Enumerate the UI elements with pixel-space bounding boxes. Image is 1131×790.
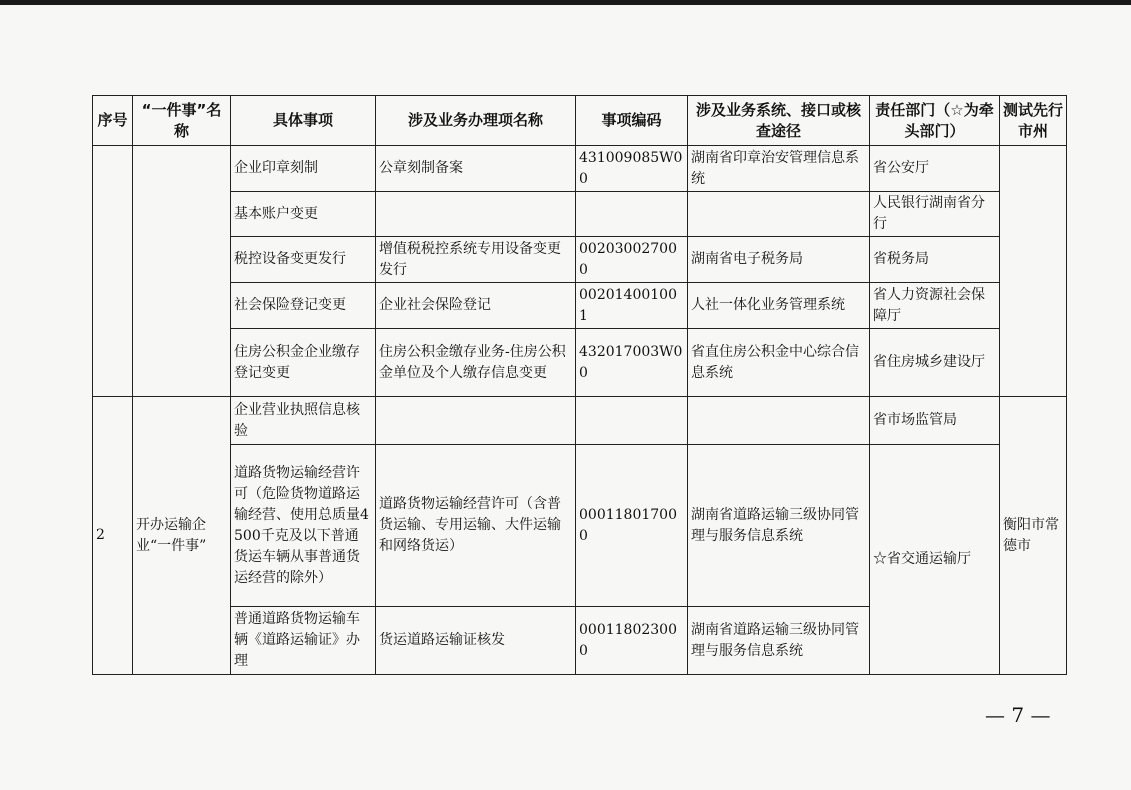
row-dept: 人民银行湖南省分行 bbox=[870, 192, 1000, 237]
row-dept: 省人力资源社会保障厅 bbox=[870, 283, 1000, 329]
header-specific-item: 具体事项 bbox=[231, 96, 376, 146]
row-item: 社会保险登记变更 bbox=[231, 283, 376, 329]
row-system: 湖南省印章治安管理信息系统 bbox=[688, 146, 870, 192]
header-system: 涉及业务系统、接口或核查途径 bbox=[688, 96, 870, 146]
group1-cities-cell bbox=[1000, 146, 1067, 397]
scan-top-edge bbox=[0, 0, 1131, 5]
table-row bbox=[93, 237, 1067, 283]
row-system: 湖南省电子税务局 bbox=[688, 237, 870, 283]
row-item: 普通道路货物运输车辆《道路运输证》办理 bbox=[231, 607, 376, 675]
row-business bbox=[376, 192, 576, 237]
header-pilot-cities: 测试先行市州 bbox=[1000, 96, 1067, 146]
table-row bbox=[93, 283, 1067, 329]
row-system bbox=[688, 192, 870, 237]
group2-name-cell: 开办运输企业“一件事” bbox=[133, 397, 231, 675]
row-business: 住房公积金缴存业务-住房公积金单位及个人缴存信息变更 bbox=[376, 329, 576, 397]
row-code: 002014001001 bbox=[576, 283, 688, 329]
header-matter-name: “一件事”名称 bbox=[133, 96, 231, 146]
row-item: 税控设备变更发行 bbox=[231, 237, 376, 283]
group2-cities-cell: 衡阳市常德市 bbox=[1000, 397, 1067, 675]
row-item: 企业印章刻制 bbox=[231, 146, 376, 192]
row-code bbox=[576, 397, 688, 445]
row-dept: 省税务局 bbox=[870, 237, 1000, 283]
row-item: 企业营业执照信息核验 bbox=[231, 397, 376, 445]
row-system bbox=[688, 397, 870, 445]
header-dept: 责任部门（☆为牵头部门） bbox=[870, 96, 1000, 146]
table-row bbox=[93, 445, 1067, 607]
row-code: 000118017000 bbox=[576, 445, 688, 607]
row-system: 人社一体化业务管理系统 bbox=[688, 283, 870, 329]
row-code: 432017003W00 bbox=[576, 329, 688, 397]
table-row bbox=[93, 329, 1067, 397]
table-row bbox=[93, 192, 1067, 237]
row-system: 湖南省道路运输三级协同管理与服务信息系统 bbox=[688, 607, 870, 675]
row-dept: ☆省交通运输厅 bbox=[870, 445, 1000, 675]
row-business: 增值税税控系统专用设备变更发行 bbox=[376, 237, 576, 283]
table-row bbox=[93, 397, 1067, 445]
row-code: 002030027000 bbox=[576, 237, 688, 283]
row-business: 货运道路运输证核发 bbox=[376, 607, 576, 675]
header-item-code: 事项编码 bbox=[576, 96, 688, 146]
row-system: 湖南省道路运输三级协同管理与服务信息系统 bbox=[688, 445, 870, 607]
header-row bbox=[93, 96, 1067, 146]
matters-table bbox=[92, 95, 1067, 675]
row-dept: 省公安厅 bbox=[870, 146, 1000, 192]
row-code bbox=[576, 192, 688, 237]
row-item: 基本账户变更 bbox=[231, 192, 376, 237]
row-code: 431009085W00 bbox=[576, 146, 688, 192]
row-system: 省直住房公积金中心综合信息系统 bbox=[688, 329, 870, 397]
row-code: 000118023000 bbox=[576, 607, 688, 675]
group1-name-cell bbox=[133, 146, 231, 397]
row-item: 道路货物运输经营许可（危险货物道路运输经营、使用总质量4500千克及以下普通货运车辆从事普通货运经营的除外） bbox=[231, 445, 376, 607]
row-business bbox=[376, 397, 576, 445]
row-dept: 省市场监管局 bbox=[870, 397, 1000, 445]
row-business: 道路货物运输经营许可（含普货运输、专用运输、大件运输和网络货运） bbox=[376, 445, 576, 607]
row-item: 住房公积金企业缴存登记变更 bbox=[231, 329, 376, 397]
row-business: 公章刻制备案 bbox=[376, 146, 576, 192]
page-number: — 7 — bbox=[985, 703, 1051, 727]
header-seq: 序号 bbox=[93, 96, 133, 146]
group1-seq-cell bbox=[93, 146, 133, 397]
table-row bbox=[93, 146, 1067, 192]
header-business-name: 涉及业务办理项名称 bbox=[376, 96, 576, 146]
row-dept: 省住房城乡建设厅 bbox=[870, 329, 1000, 397]
group2-seq-cell: 2 bbox=[93, 397, 133, 675]
row-business: 企业社会保险登记 bbox=[376, 283, 576, 329]
